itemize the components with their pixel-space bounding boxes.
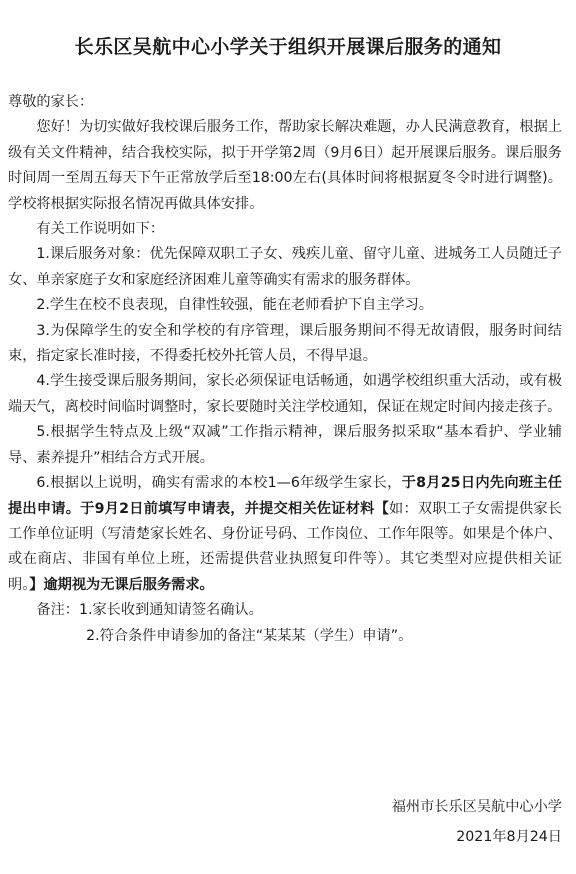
note-1-text: 1.家长收到通知请签名确认。 (78, 602, 263, 619)
items-intro: 有关工作说明如下： (36, 221, 165, 238)
item-6-part1: 6.根据以上说明，确实有需求的本校1—6年级学生家长， (36, 475, 402, 492)
signature-date: 2021年8月24日 (456, 829, 562, 845)
item-3: 3.为保障学生的安全和学校的有序管理，课后服务期间不得无故请假，服务时间结束，指定家长准时接，不得委托校外托管人员，不得早退。 (8, 322, 562, 365)
note-2: 2.符合条件申请参加的备注“某某某（学生）申请”。 (86, 627, 413, 644)
item-6-materials: 如：双职工子女需提供家长工作单位证明（写清楚家长姓名、身份证号码、工作岗位、工作年限等。如果是个体户、或在商店、非国有单位上班，还需提供营业执照复印件等）。其它类型对应提供相关证明。 (8, 500, 562, 593)
note-label: 备注： (36, 602, 79, 619)
salutation: 尊敬的家长： (8, 94, 94, 110)
item-6-deadline: 于8月25日内先向班主任提出申请。于9月2日前填写申请表，并提交相关佐证材料【 (8, 475, 562, 517)
item-1: 1.课后服务对象：优先保障双职工子女、残疾儿童、留守儿童、进城务工人员随迁子女、单亲家庭子女和家庭经济困难儿童等确实有需求的服务群体。 (8, 246, 562, 288)
item-2: 2.学生在校不良表现，自律性较强，能在老师看护下自主学习。 (36, 297, 433, 314)
note-1 (8, 598, 562, 623)
document-body (8, 90, 562, 649)
item-6-overdue: 】逾期视为无课后服务需求。 (29, 576, 214, 593)
item-6 (8, 471, 562, 598)
item-5: 5.根据学生特点及上级“双减”工作指示精神，课后服务拟采取“基本看护、学业辅导、素养提升”相结合方式开展。 (8, 424, 562, 466)
intro-paragraph: 您好！为切实做好我校课后服务工作，帮助家长解决难题，办人民满意教育，根据上级有关文件精神，结合我校实际，拟于开学第2周（9月6日）起开展课后服务。课后服务时间周一至周五每天下午正常放学后至18:00左右(具体时间将根据夏冬令时进行调整)。学校将根据实际报名情况再做具体安排。 (8, 119, 562, 212)
signature-block (392, 792, 562, 852)
item-4: 4.学生接受课后服务期间，家长必须保证电话畅通，如遇学校组织重大活动，或有极端天气，离校时间临时调整时，家长要随时关注学校通知，保证在规定时间内接走孩子。 (8, 373, 562, 415)
signature-org: 福州市长乐区吴航中心小学 (391, 799, 562, 815)
document-title: 长乐区吴航中心小学关于组织开展课后服务的通知 (74, 36, 502, 58)
